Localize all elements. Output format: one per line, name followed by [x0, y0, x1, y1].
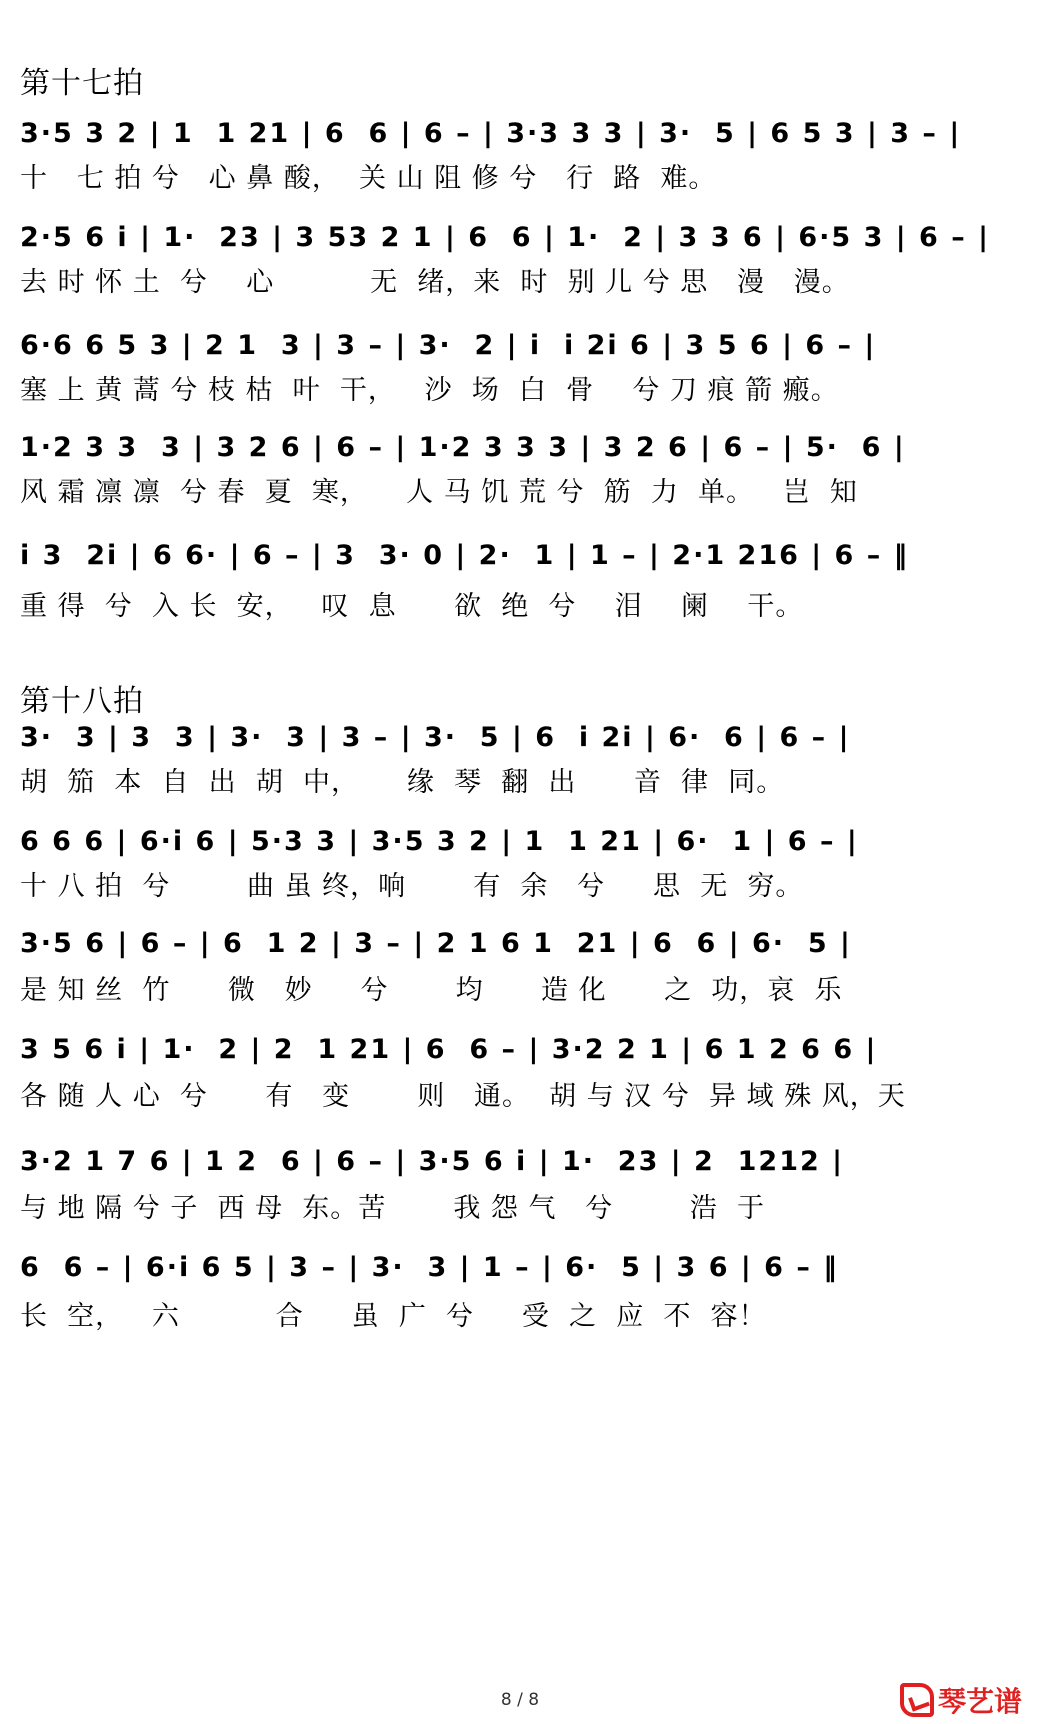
notes-row: 3·2 1 7 6 | 1 2 6 | 6 – | 3·5 6 i | 1· 23 | 2 1212 | [20, 1146, 845, 1177]
page-number: 8 / 8 [500, 1690, 540, 1710]
notes-row: 6 6 6 | 6·i 6 | 5·3 3 | 3·5 3 2 | 1 1 21 | 6· 1 | 6 – | [20, 826, 859, 857]
lyric-row: 重 得 兮 入 长 安， 叹 息 欲 绝 兮 泪 阑 干。 [20, 591, 804, 622]
lyric-row: 长 空， 六 合 虽 广 兮 受 之 应 不 容！ [20, 1301, 767, 1332]
lyric-row: 十 八 拍 兮 曲 虽 终，响 有 余 兮 思 无 穷。 [20, 871, 804, 902]
lyric-row: 胡 笳 本 自 出 胡 中， 缘 琴 翻 出 音 律 同。 [20, 767, 785, 798]
site-logo [900, 1680, 1022, 1720]
lyric-row: 风 霜 凛 凛 兮 春 夏 寒， 人 马 饥 荒 兮 筋 力 单。 岂 知 [20, 477, 858, 508]
notes-row: 3 5 6 i | 1· 2 | 2 1 21 | 6 6 – | 3·2 2 1 | 6 1 2 6 6 | [20, 1034, 878, 1065]
lyric-row: 去 时 怀 土 兮 心 无 绪，来 时 别 儿 兮 思 漫 漫。 [20, 267, 850, 298]
logo-text: 琴艺谱 [937, 1685, 1022, 1718]
notes-row: 6 6 – | 6·i 6 5 | 3 – | 3· 3 | 1 – | 6· 5 | 3 6 | 6 – ‖ [20, 1252, 839, 1283]
lyric-row: 各 随 人 心 兮 有 变 则 通。 胡 与 汉 兮 异 域 殊 风，天 [20, 1081, 906, 1112]
section-title: 第十八拍 [20, 684, 144, 719]
lyric-row: 塞 上 黄 蒿 兮 枝 枯 叶 干， 沙 场 白 骨 兮 刀 痕 箭 瘢。 [20, 375, 839, 406]
lyric-row: 是 知 丝 竹 微 妙 兮 均 造 化 之 功，哀 乐 [20, 975, 843, 1006]
notes-row: 3·5 3 2 | 1 1 21 | 6 6 | 6 – | 3·3 3 3 | 3· 5 | 6 5 3 | 3 – | [20, 118, 962, 149]
notes-row: 3·5 6 | 6 – | 6 1 2 | 3 – | 2 1 6 1 21 | 6 6 | 6· 5 | [20, 928, 852, 959]
logo-icon [900, 1683, 934, 1717]
notes-row: 3· 3 | 3 3 | 3· 3 | 3 – | 3· 5 | 6 i 2i | 6· 6 | 6 – | [20, 722, 851, 753]
section-title: 第十七拍 [20, 66, 144, 101]
notes-row: 6·6 6 5 3 | 2 1 3 | 3 – | 3· 2 | i i 2i 6 | 3 5 6 | 6 – | [20, 330, 877, 361]
notes-row: i 3 2i | 6 6· | 6 – | 3 3· 0 | 2· 1 | 1 – | 2·1 216 | 6 – ‖ [20, 540, 910, 571]
lyric-row: 十 七 拍 兮 心 鼻 酸， 关 山 阻 修 兮 行 路 难。 [20, 163, 717, 194]
notes-row: 1·2 3 3 3 | 3 2 6 | 6 – | 1·2 3 3 3 | 3 2 6 | 6 – | 5· 6 | [20, 432, 906, 463]
notes-row: 2·5 6 i | 1· 23 | 3 53 2 1 | 6 6 | 1· 2 | 3 3 6 | 6·5 3 | 6 – | [20, 222, 990, 253]
lyric-row: 与 地 隔 兮 子 西 母 东。苦 我 怨 气 兮 浩 于 [20, 1193, 766, 1224]
